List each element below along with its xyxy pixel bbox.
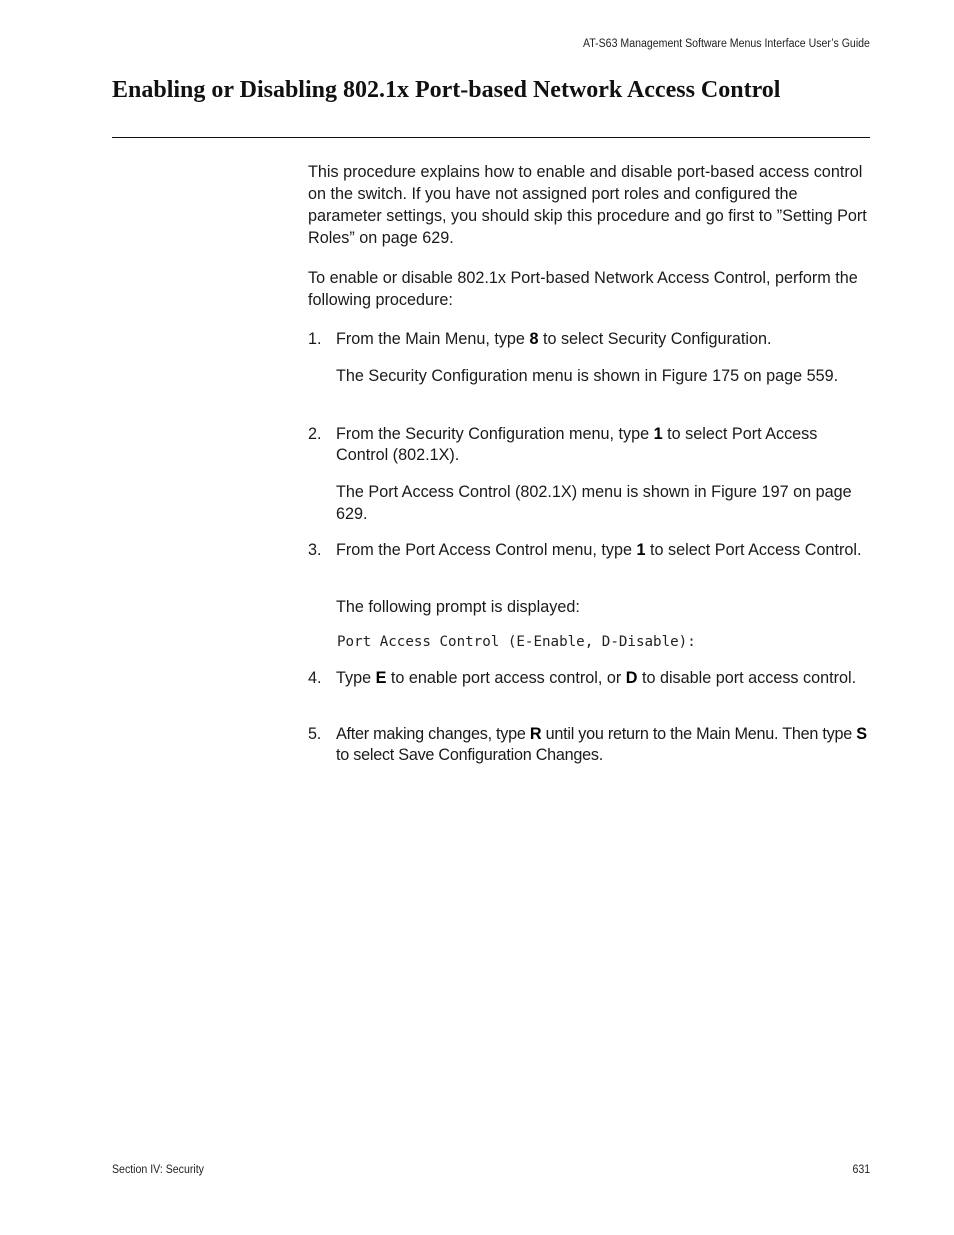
step-text: Type E to enable port access control, or D to disable port access control. [336,669,857,687]
step-number: 2. [308,425,322,443]
section-title: Enabling or Disabling 802.1x Port-based Network Access Control [112,77,781,103]
step-number: 4. [308,669,322,687]
key-label: S [856,725,867,743]
footer-section: Section IV: Security [112,1164,204,1176]
step-2-note: The Port Access Control (802.1X) menu is shown in Figure 197 on page 629. [336,483,852,523]
step-3-note: The following prompt is displayed: [336,598,580,616]
step-number: 1. [308,330,322,348]
intro-paragraph [308,161,870,249]
step-5 [308,724,870,766]
key-label: 1 [653,425,663,443]
key-label: E [375,669,387,687]
key-label: 1 [636,541,646,559]
page-number: 631 [852,1164,870,1176]
running-header: AT-S63 Management Software Menus Interface User’s Guide [583,38,870,50]
key-label: D [625,669,638,687]
lead-text: To enable or disable 802.1x Port-based Network Access Control, perform the following procedure: [308,269,858,309]
intro-text: This procedure explains how to enable and disable port-based access control on the switch. If you have not assigned port roles and configured the parameter settings, you should skip this procedure and go first to ”Setting Port Roles” on page 629. [308,163,867,247]
step-text: After making changes, type R until you return to the Main Menu. Then type S to select Save Configuration Changes. [336,725,867,764]
step-4 [308,668,870,689]
prompt-code: Port Access Control (E-Enable, D-Disable): [337,634,696,650]
step-1 [308,329,870,350]
key-label: 8 [529,330,539,348]
step-3 [308,540,870,561]
step-number: 3. [308,541,322,559]
key-label: R [529,725,542,743]
step-text: From the Port Access Control menu, type 1 to select Port Access Control. [336,541,862,559]
step-number: 5. [308,725,322,743]
step-2 [308,424,870,466]
step-1-note: The Security Configuration menu is shown in Figure 175 on page 559. [336,367,839,385]
step-text: From the Security Configuration menu, type 1 to select Port Access Control (802.1X). [336,425,818,464]
lead-paragraph [308,267,870,311]
step-text: From the Main Menu, type 8 to select Security Configuration. [336,330,772,348]
title-rule [112,137,870,138]
